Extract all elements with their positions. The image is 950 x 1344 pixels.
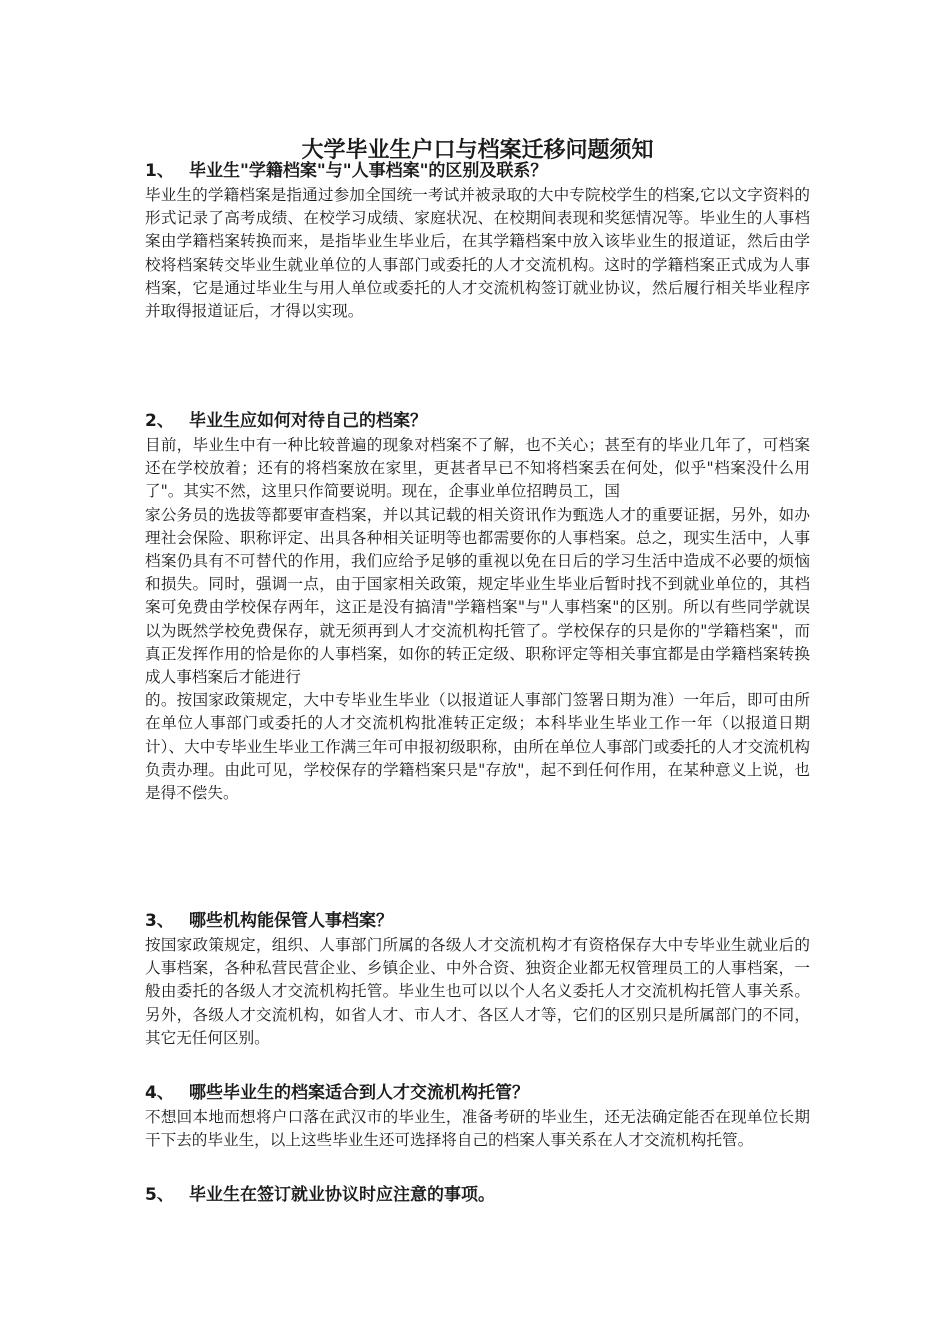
section-4 xyxy=(145,1080,810,1152)
section-5 xyxy=(145,1182,810,1208)
section-heading xyxy=(145,1080,810,1106)
document-title: 大学毕业生户口与档案迁移问题须知 xyxy=(301,138,654,163)
section-number: 1、 xyxy=(145,161,174,181)
section-3 xyxy=(145,908,810,1050)
section-number: 2、 xyxy=(145,411,174,431)
section-paragraph: 的。按国家政策规定，大中专毕业生毕业（以报道证人事部门签署日期为准）一年后，即可由所在单位人事部门或委托的人才交流机构批准转正定级；本科毕业生毕业工作一年（以报道日期计）、大中专毕业生毕业工作满三年可申报初级职称，由所在单位人事部门或委托的人才交流机构负责办理。由此可见，学校保存的学籍档案只是"存放"，起不到任何作用，在某种意义上说，也是得不偿失。 xyxy=(145,691,810,803)
section-paragraph: 毕业生的学籍档案是指通过参加全国统一考试并被录取的大中专院校学生的档案,它以文字资料的形式记录了高考成绩、在校学习成绩、家庭状况、在校期间表现和奖惩情况等。毕业生的人事档案由学籍档案转换而来，是指毕业生毕业后，在其学籍档案中放入该毕业生的报道证，然后由学校将档案转交毕业生就业单位的人事部门或委托的人才交流机构。这时的学籍档案正式成为人事档案，它是通过毕业生与用人单位或委托的人才交流机构签订就业协议，然后履行相关毕业程序并取得报道证后，才得以实现。 xyxy=(145,186,810,321)
section-number: 4、 xyxy=(145,1083,174,1103)
section-heading-text: 哪些机构能保管人事档案？ xyxy=(189,911,393,931)
section-heading-text: 毕业生"学籍档案"与"人事档案"的区别及联系？ xyxy=(189,161,548,181)
section-heading-text: 毕业生应如何对待自己的档案？ xyxy=(189,411,427,431)
section-paragraph: 目前，毕业生中有一种比较普遍的现象对档案不了解，也不关心；甚至有的毕业几年了，可档案还在学校放着；还有的将档案放在家里，更甚者早已不知将档案丢在何处，似乎"档案没什么用了"。其实不然，这里只作简要说明。现在，企事业单位招聘员工，国 xyxy=(145,436,810,501)
section-heading-text: 毕业生在签订就业协议时应注意的事项。 xyxy=(189,1185,495,1205)
section-2 xyxy=(145,408,810,805)
section-number: 5、 xyxy=(145,1185,174,1205)
section-paragraph: 不想回本地而想将户口落在武汉市的毕业生，准备考研的毕业生，还无法确定能否在现单位长期干下去的毕业生，以上这些毕业生还可选择将自己的档案人事关系在人才交流机构托管。 xyxy=(145,1108,810,1150)
section-heading-text: 哪些毕业生的档案适合到人才交流机构托管？ xyxy=(189,1083,529,1103)
section-heading xyxy=(145,908,810,934)
section-heading xyxy=(145,158,810,184)
section-paragraph: 家公务员的选拔等都要审查档案，并以其记载的相关资讯作为甄选人才的重要证据，另外，如办理社会保险、职称评定、出具各种相关证明等也都需要你的人事档案。总之，现实生活中，人事档案仍具有不可替代的作用，我们应给予足够的重视以免在日后的学习生活中造成不必要的烦恼和损失。同时，强调一点，由于国家相关政策，规定毕业生毕业后暂时找不到就业单位的，其档案可免费由学校保存两年，这正是没有搞清"学籍档案"与"人事档案"的区别。所以有些同学就误以为既然学校免费保存，就无须再到人才交流机构托管了。学校保存的只是你的"学籍档案"，而真正发挥作用的恰是你的人事档案，如你的转正定级、职称评定等相关事宜都是由学籍档案转换成人事档案后才能进行 xyxy=(145,505,810,687)
section-1 xyxy=(145,158,810,323)
section-paragraph: 按国家政策规定，组织、人事部门所属的各级人才交流机构才有资格保存大中专毕业生就业后的人事档案，各种私营民营企业、乡镇企业、中外合资、独资企业都无权管理员工的人事档案，一般由委托的各级人才交流机构托管。毕业生也可以以个人名义委托人才交流机构托管人事关系。另外，各级人才交流机构，如省人才、市人才、各区人才等，它们的区别只是所属部门的不同，其它无任何区别。 xyxy=(145,936,810,1047)
section-heading xyxy=(145,408,810,434)
section-number: 3、 xyxy=(145,911,174,931)
section-heading xyxy=(145,1182,810,1208)
